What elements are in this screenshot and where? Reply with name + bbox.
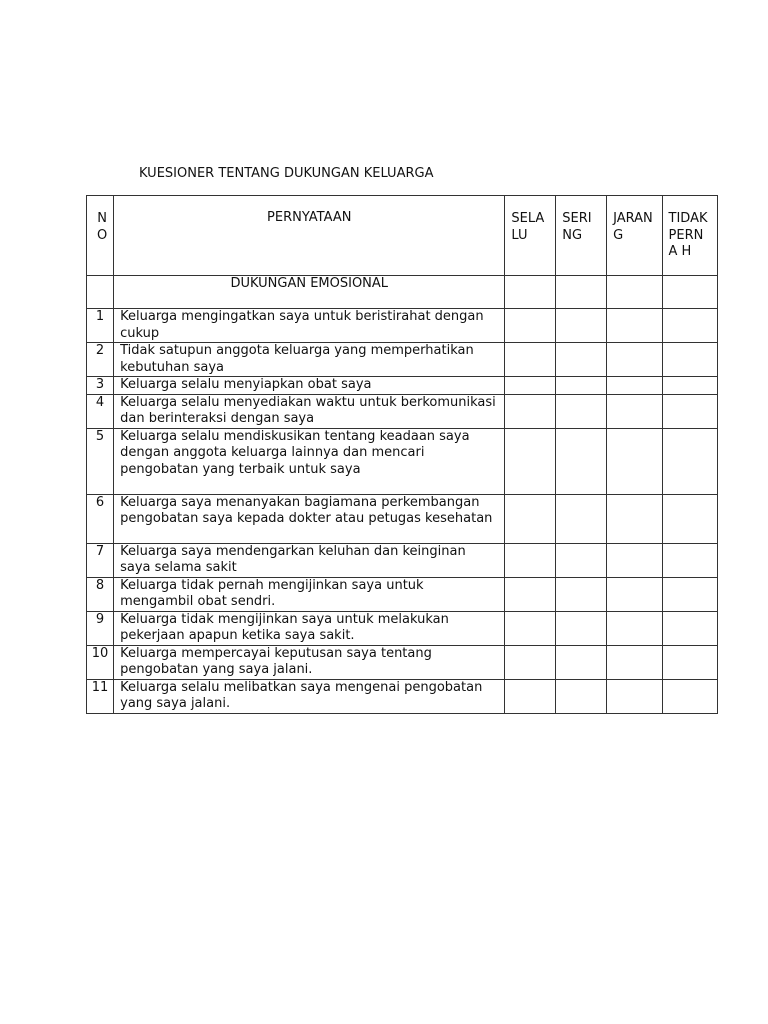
row-statement: Keluarga selalu menyediakan waktu untuk berkomunikasi dan berinteraksi dengan saya — [114, 394, 505, 428]
answer-selalu-cell[interactable] — [505, 394, 556, 428]
answer-jarang-cell[interactable] — [607, 679, 662, 713]
answer-selalu-cell[interactable] — [505, 679, 556, 713]
answer-sering-cell[interactable] — [556, 645, 607, 679]
answer-jarang-cell[interactable] — [607, 377, 662, 395]
answer-jarang-cell[interactable] — [607, 428, 662, 494]
answer-tidak-pernah-cell[interactable] — [662, 543, 717, 577]
row-number: 6 — [87, 494, 114, 543]
row-number: 1 — [87, 309, 114, 343]
answer-cell — [556, 276, 607, 309]
answer-sering-cell[interactable] — [556, 494, 607, 543]
answer-sering-cell[interactable] — [556, 577, 607, 611]
answer-selalu-cell[interactable] — [505, 543, 556, 577]
header-selalu: SELA LU — [505, 196, 556, 276]
answer-selalu-cell[interactable] — [505, 645, 556, 679]
row-statement: Keluarga selalu mendiskusikan tentang keadaan saya dengan anggota keluarga lainnya dan mencari pengobatan yang terbaik untuk saya — [114, 428, 505, 494]
section-row — [87, 276, 718, 309]
answer-jarang-cell[interactable] — [607, 394, 662, 428]
answer-tidak-pernah-cell[interactable] — [662, 309, 717, 343]
table-row — [87, 645, 718, 679]
answer-sering-cell[interactable] — [556, 428, 607, 494]
answer-tidak-pernah-cell[interactable] — [662, 377, 717, 395]
row-statement: Keluarga saya mendengarkan keluhan dan keinginan saya selama sakit — [114, 543, 505, 577]
row-statement: Keluarga tidak mengijinkan saya untuk melakukan pekerjaan apapun ketika saya sakit. — [114, 611, 505, 645]
row-number: 11 — [87, 679, 114, 713]
row-statement: Keluarga mengingatkan saya untuk beristirahat dengan cukup — [114, 309, 505, 343]
answer-tidak-pernah-cell[interactable] — [662, 577, 717, 611]
header-tidak-pernah: TIDAK PERNA H — [662, 196, 717, 276]
answer-jarang-cell[interactable] — [607, 494, 662, 543]
answer-sering-cell[interactable] — [556, 377, 607, 395]
answer-jarang-cell[interactable] — [607, 543, 662, 577]
table-row — [87, 343, 718, 377]
answer-selalu-cell[interactable] — [505, 309, 556, 343]
table-row — [87, 494, 718, 543]
row-number: 8 — [87, 577, 114, 611]
answer-selalu-cell[interactable] — [505, 494, 556, 543]
row-number: 5 — [87, 428, 114, 494]
row-statement: Keluarga selalu menyiapkan obat saya — [114, 377, 505, 395]
table-row — [87, 679, 718, 713]
answer-sering-cell[interactable] — [556, 611, 607, 645]
answer-selalu-cell[interactable] — [505, 611, 556, 645]
answer-sering-cell[interactable] — [556, 343, 607, 377]
answer-cell — [662, 276, 717, 309]
answer-selalu-cell[interactable] — [505, 343, 556, 377]
row-statement: Tidak satupun anggota keluarga yang memperhatikan kebutuhan saya — [114, 343, 505, 377]
table-row — [87, 428, 718, 494]
answer-sering-cell[interactable] — [556, 309, 607, 343]
table-row — [87, 577, 718, 611]
row-number: 10 — [87, 645, 114, 679]
answer-tidak-pernah-cell[interactable] — [662, 679, 717, 713]
questionnaire-table — [86, 195, 718, 714]
table-row — [87, 377, 718, 395]
section-no-cell — [87, 276, 114, 309]
table-row — [87, 611, 718, 645]
row-statement: Keluarga tidak pernah mengijinkan saya untuk mengambil obat sendri. — [114, 577, 505, 611]
answer-tidak-pernah-cell[interactable] — [662, 394, 717, 428]
table-row — [87, 543, 718, 577]
answer-tidak-pernah-cell[interactable] — [662, 645, 717, 679]
row-statement: Keluarga saya menanyakan bagiamana perkembangan pengobatan saya kepada dokter atau petugas kesehatan — [114, 494, 505, 543]
answer-selalu-cell[interactable] — [505, 577, 556, 611]
answer-cell — [607, 276, 662, 309]
page-title: KUESIONER TENTANG DUKUNGAN KELUARGA — [139, 166, 434, 181]
row-statement: Keluarga selalu melibatkan saya mengenai pengobatan yang saya jalani. — [114, 679, 505, 713]
answer-tidak-pernah-cell[interactable] — [662, 343, 717, 377]
header-row — [87, 196, 718, 276]
answer-jarang-cell[interactable] — [607, 645, 662, 679]
answer-tidak-pernah-cell[interactable] — [662, 611, 717, 645]
answer-tidak-pernah-cell[interactable] — [662, 428, 717, 494]
header-jarang: JARAN G — [607, 196, 662, 276]
table-row — [87, 309, 718, 343]
answer-tidak-pernah-cell[interactable] — [662, 494, 717, 543]
row-statement: Keluarga mempercayai keputusan saya tentang pengobatan yang saya jalani. — [114, 645, 505, 679]
answer-jarang-cell[interactable] — [607, 309, 662, 343]
answer-selalu-cell[interactable] — [505, 428, 556, 494]
section-label: DUKUNGAN EMOSIONAL — [114, 276, 505, 309]
header-no: N O — [87, 196, 114, 276]
answer-jarang-cell[interactable] — [607, 611, 662, 645]
answer-jarang-cell[interactable] — [607, 577, 662, 611]
row-number: 3 — [87, 377, 114, 395]
header-pernyataan: PERNYATAAN — [114, 196, 505, 276]
row-number: 2 — [87, 343, 114, 377]
answer-cell — [505, 276, 556, 309]
row-number: 4 — [87, 394, 114, 428]
answer-sering-cell[interactable] — [556, 543, 607, 577]
answer-jarang-cell[interactable] — [607, 343, 662, 377]
row-number: 9 — [87, 611, 114, 645]
answer-selalu-cell[interactable] — [505, 377, 556, 395]
answer-sering-cell[interactable] — [556, 394, 607, 428]
header-sering: SERI NG — [556, 196, 607, 276]
table-row — [87, 394, 718, 428]
answer-sering-cell[interactable] — [556, 679, 607, 713]
row-number: 7 — [87, 543, 114, 577]
